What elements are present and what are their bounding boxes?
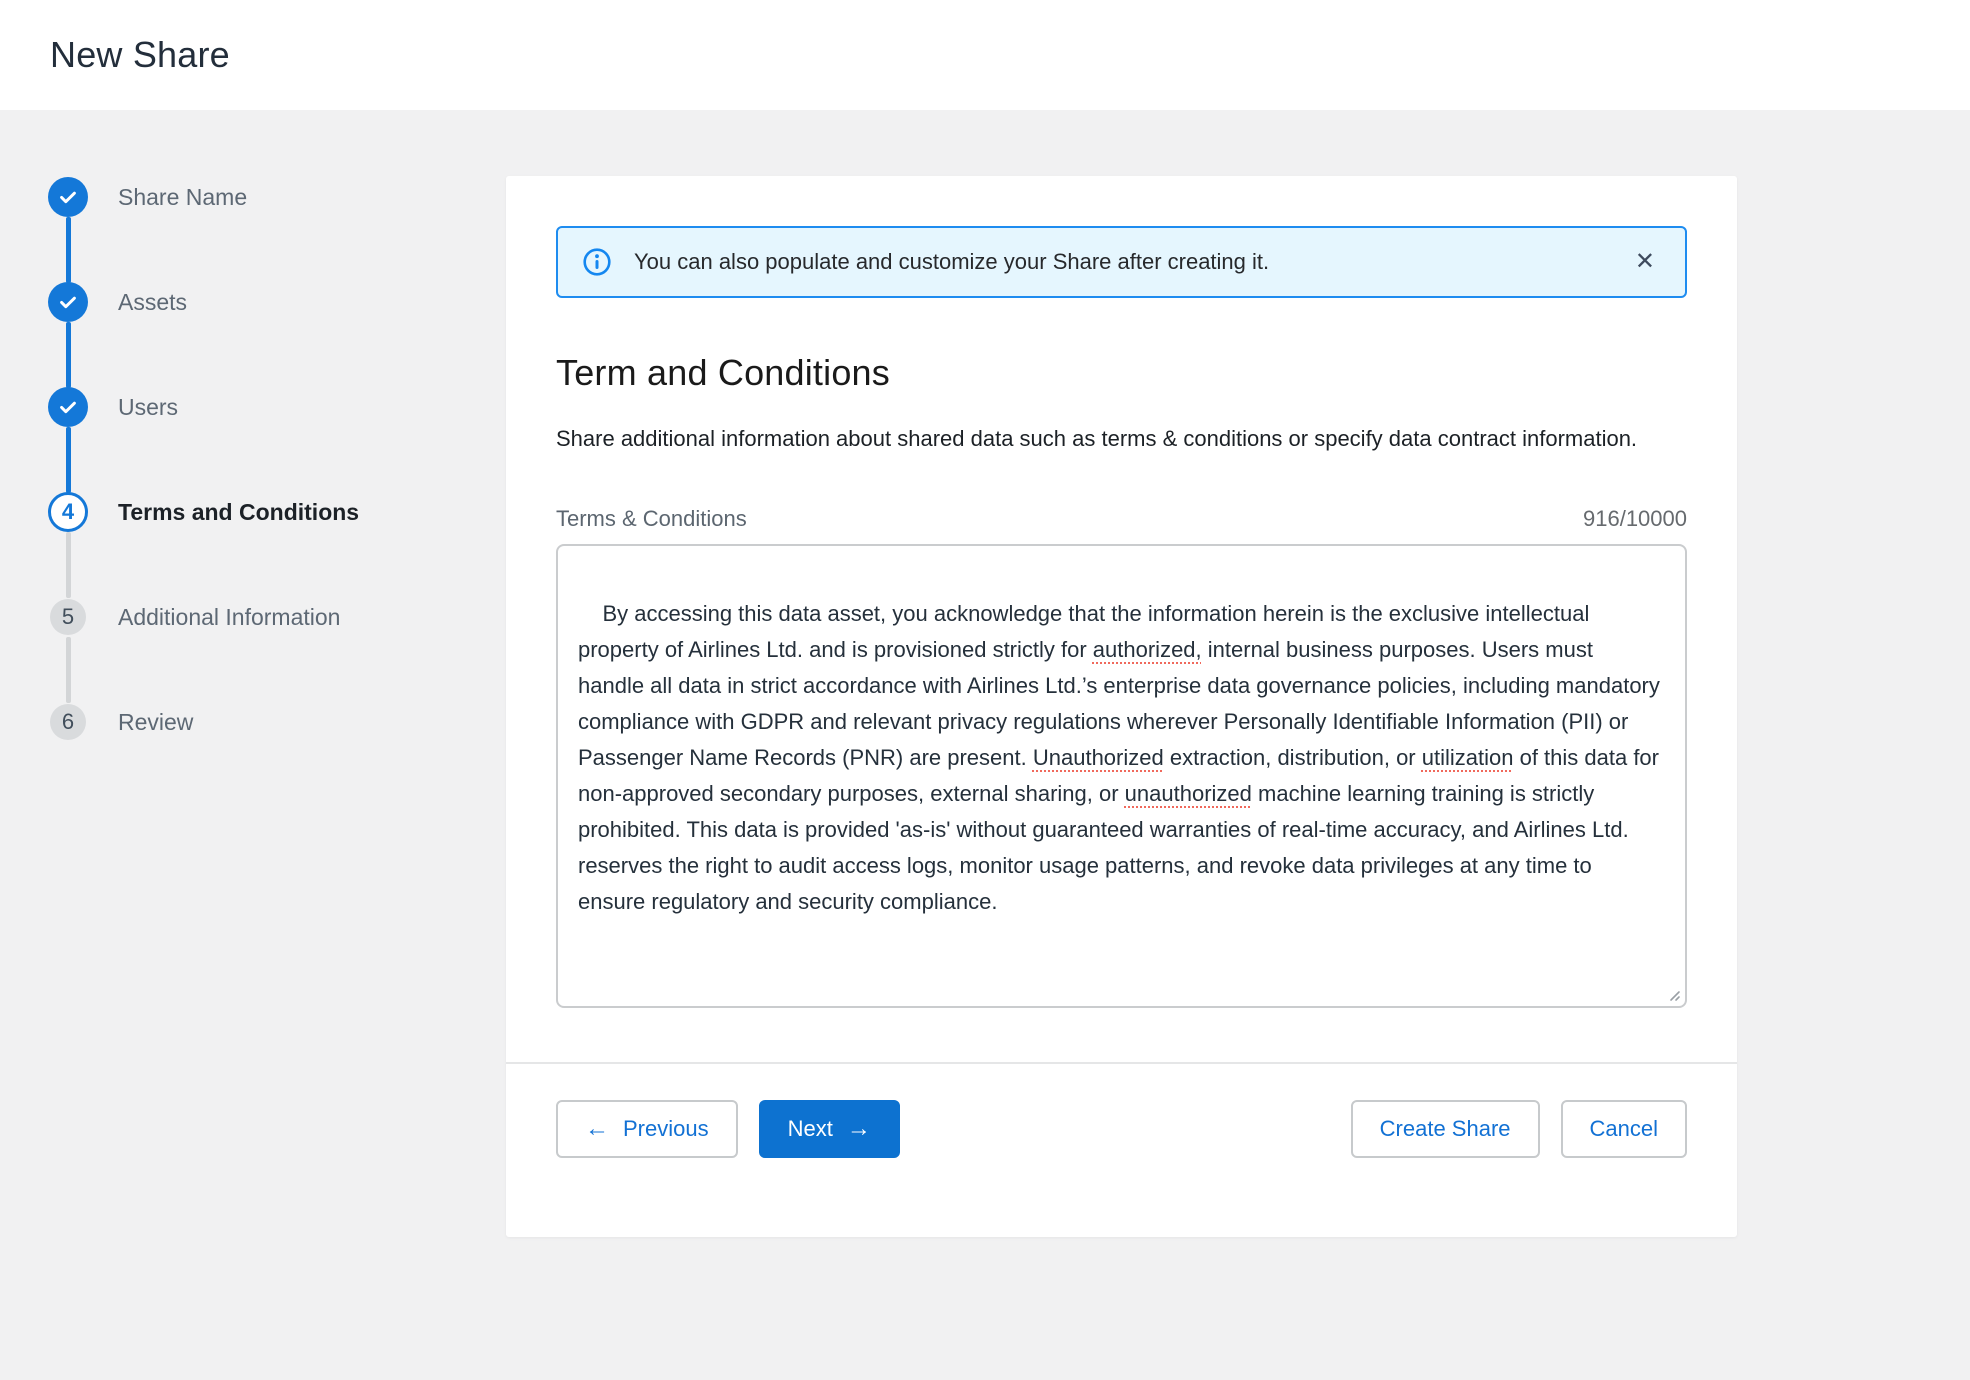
step-number-circle: 6 [50, 704, 86, 740]
terms-text-segment: authorized, [1092, 637, 1202, 662]
step-label: Users [118, 393, 179, 420]
create-share-button[interactable] [1351, 1100, 1540, 1158]
stepper-step-terms-and-conditions[interactable] [48, 492, 359, 532]
next-button-label: Next [787, 1116, 833, 1141]
step-number-circle: 4 [48, 492, 88, 532]
banner-message: You can also populate and customize your Share after creating it. [634, 249, 1270, 274]
info-icon [582, 247, 612, 277]
section-heading: Term and Conditions [556, 352, 890, 393]
step-label: Assets [118, 288, 188, 315]
terms-field-header [556, 506, 1687, 532]
terms-textarea[interactable] [556, 544, 1687, 1008]
arrow-right-icon: → [846, 1115, 871, 1142]
check-icon [57, 186, 79, 208]
terms-text-segment: utilization [1421, 745, 1514, 770]
terms-text-segment: unauthorized [1124, 781, 1252, 806]
step-completed-circle [48, 387, 88, 427]
char-counter: 916/10000 [1583, 506, 1687, 531]
terms-text-segment: internal business purposes. Users must handle all data in strict accordance with Airlines Ltd.’s enterprise data governance policies, including mandatory compliance with GDPR and relevant privacy regulations wherever Personally Identifiable Information (PII) or Passenger Name Records (PNR) are present. [578, 637, 1667, 770]
step-label: Share Name [118, 183, 248, 210]
stepper-step-users[interactable] [48, 387, 359, 427]
terms-text-segment: By accessing this data asset, you acknowledge that the information herein is the exclusive intellectual property of Airlines Ltd. and is provisioned strictly for [578, 601, 1596, 662]
cancel-button-label: Cancel [1589, 1116, 1658, 1141]
check-icon [57, 291, 79, 313]
previous-button[interactable] [556, 1100, 738, 1158]
arrow-left-icon: ← [585, 1115, 609, 1142]
footer-divider [506, 1062, 1737, 1064]
step-label: Review [118, 708, 194, 735]
wizard-stepper [48, 177, 359, 807]
check-icon [57, 396, 79, 418]
window-header [0, 0, 1970, 110]
step-number-circle: 5 [50, 599, 86, 635]
wizard-content-card [506, 176, 1737, 1237]
step-completed-circle [48, 282, 88, 322]
resize-handle-icon[interactable] [1665, 986, 1681, 1002]
page-title: New Share [50, 34, 230, 75]
step-label: Terms and Conditions [118, 498, 360, 525]
cancel-button[interactable] [1561, 1100, 1687, 1158]
terms-text-segment: Unauthorized [1032, 745, 1164, 770]
stepper-step-additional-information [48, 597, 359, 637]
stepper-step-assets[interactable] [48, 282, 359, 322]
next-button[interactable] [759, 1100, 900, 1158]
create-share-button-label: Create Share [1379, 1116, 1511, 1141]
step-label: Additional Information [118, 603, 341, 630]
terms-text-segment: of this data for non-approved secondary purposes, external sharing, or [578, 745, 1666, 806]
section-description: Share additional information about shared data such as terms & conditions or specify data contract information. [556, 426, 1638, 451]
stepper-step-share-name[interactable] [48, 177, 359, 217]
step-completed-circle [48, 177, 88, 217]
footer-actions [556, 1100, 1687, 1158]
terms-field-label: Terms & Conditions [556, 506, 747, 531]
previous-button-label: Previous [623, 1116, 709, 1141]
stepper-step-review [48, 702, 359, 742]
terms-text-segment: machine learning training is strictly prohibited. This data is provided 'as-is' without guaranteed warranties of real-time accuracy, and Airlines Ltd. reserves the right to audit access logs, monitor usage patterns, and revoke data privileges at any time to ensure regulatory and security compliance. [578, 781, 1635, 914]
info-banner [556, 226, 1687, 298]
close-icon[interactable]: ✕ [1629, 246, 1661, 278]
terms-text-segment: extraction, distribution, or [1163, 745, 1422, 770]
